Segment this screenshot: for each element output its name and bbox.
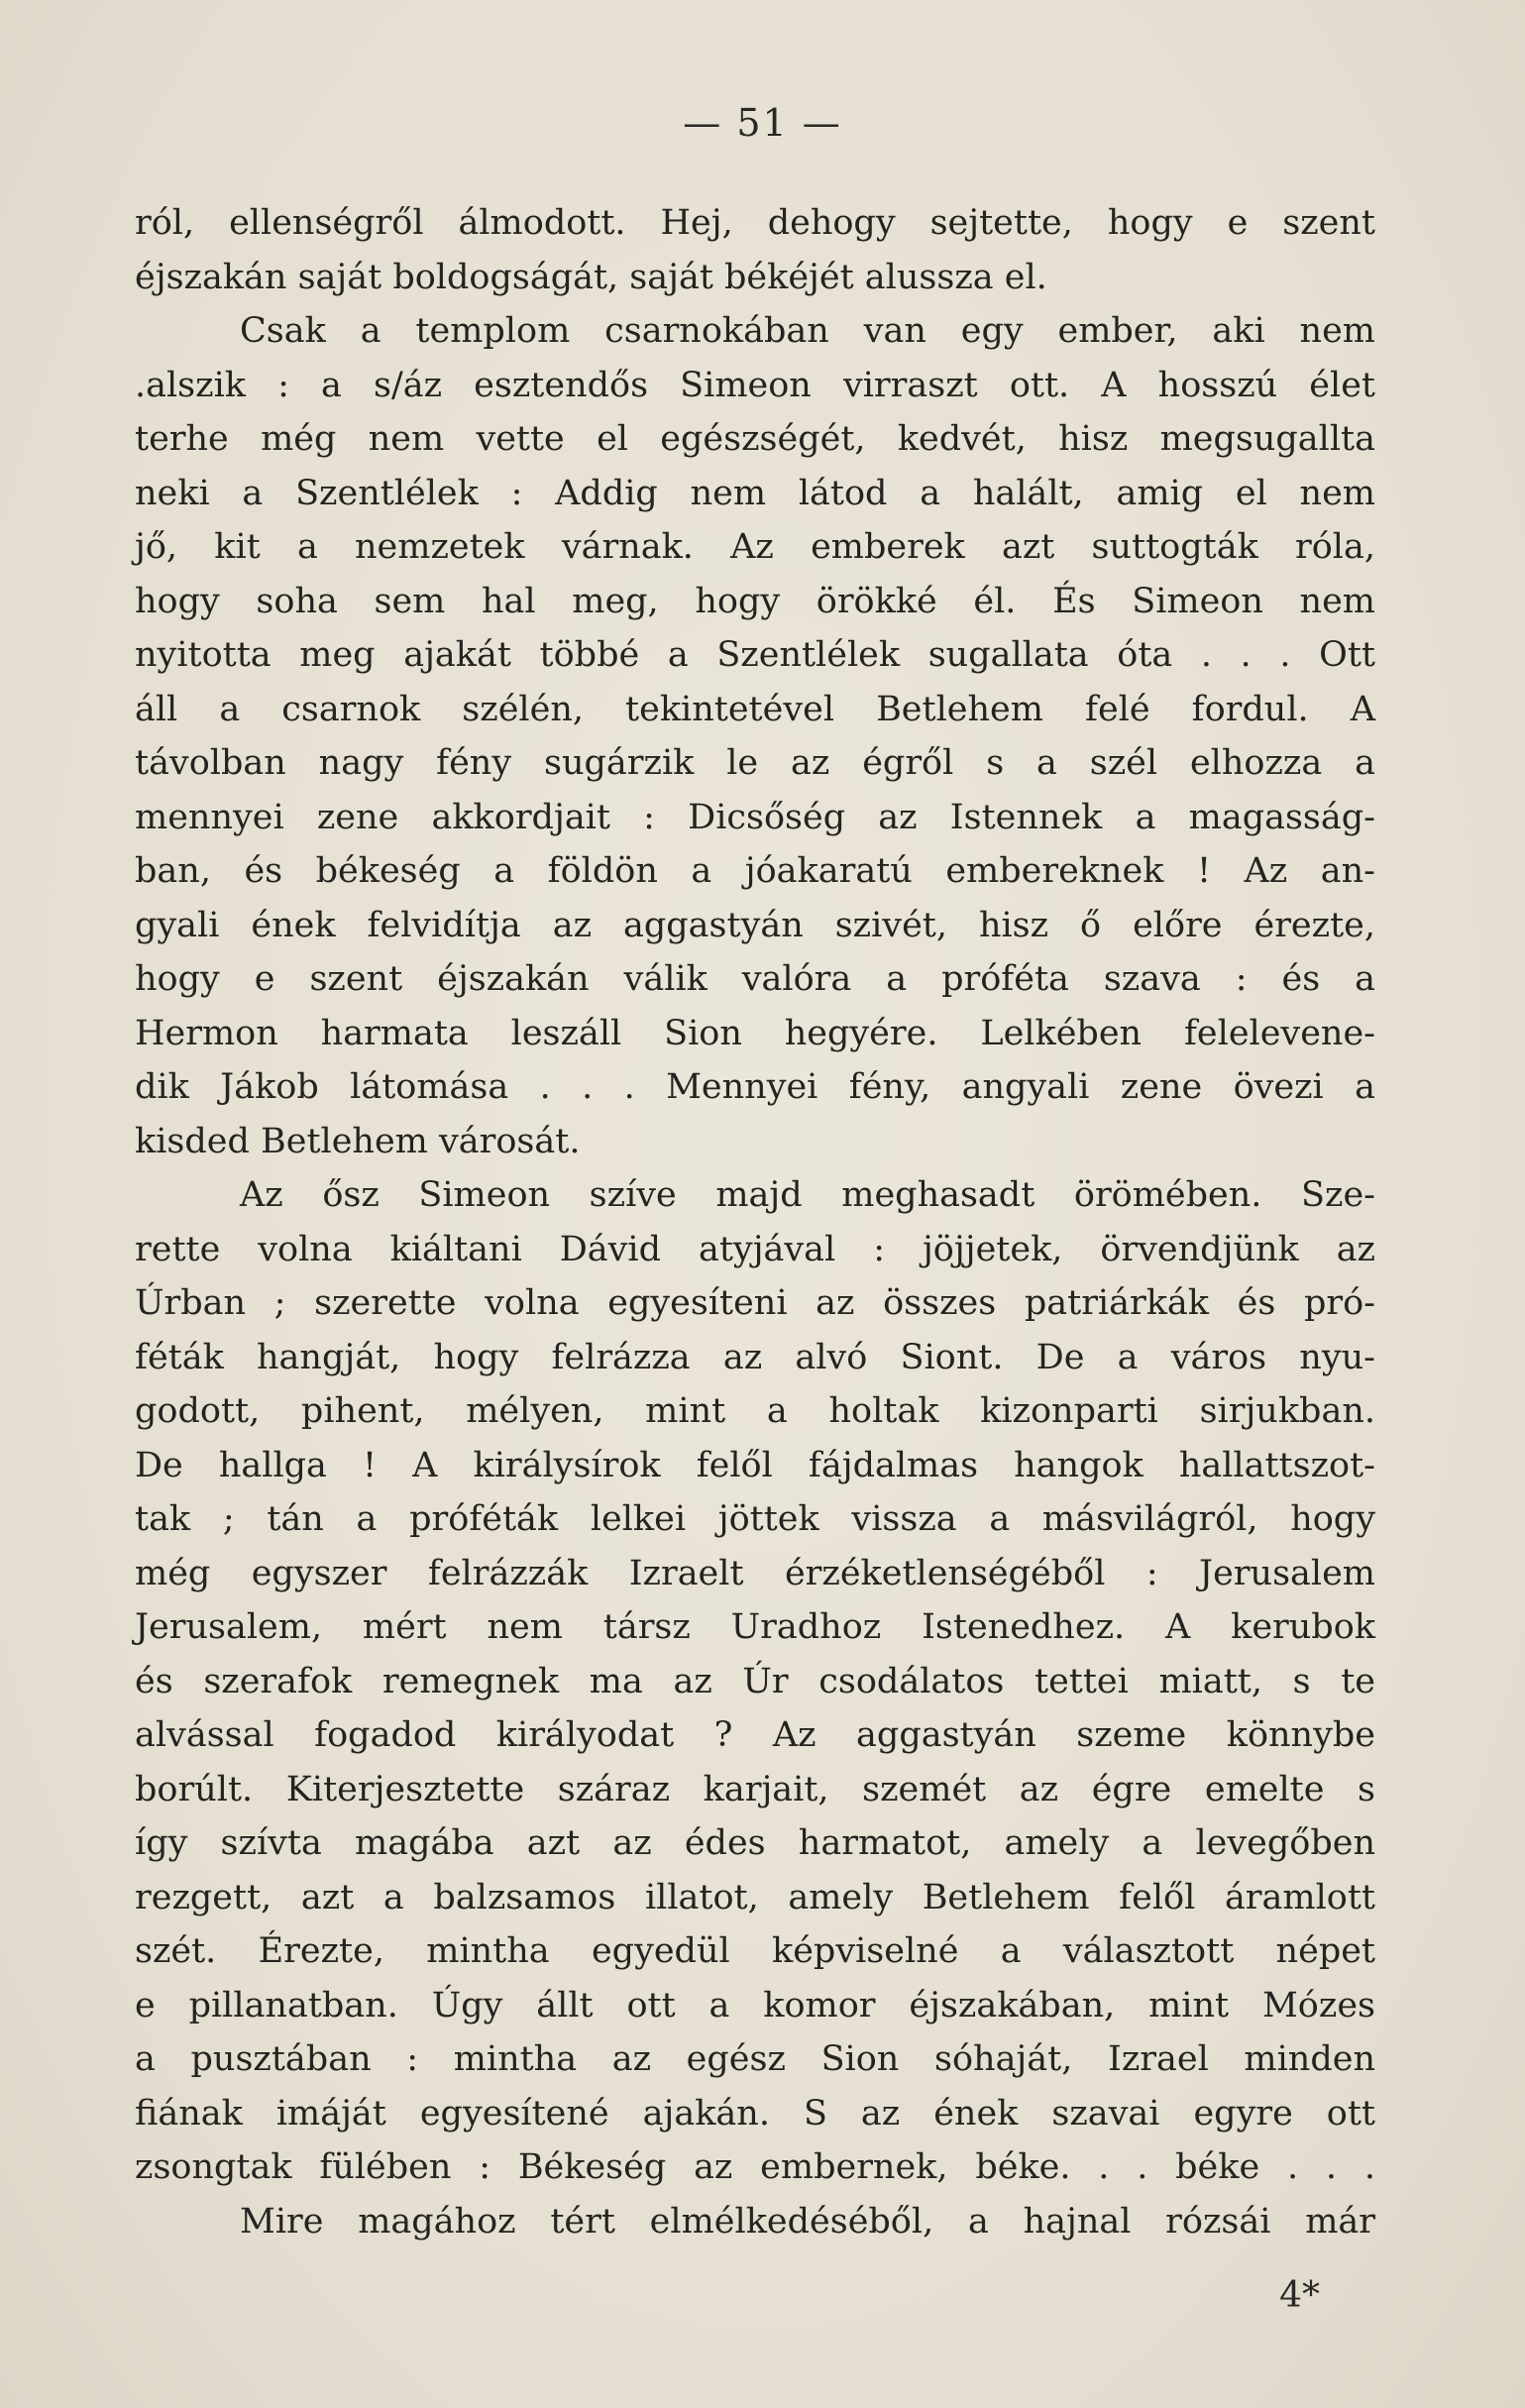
text-line: e pillanatban. Úgy állt ott a komor éjszakában, mint Mózes [135, 1985, 1375, 2025]
text-line: így szívta magába azt az édes harmatot, amely a levegőben [135, 1823, 1375, 1863]
body-text [135, 196, 1375, 2248]
text-line: nyitotta meg ajakát többé a Szentlélek sugallata óta . . . Ott [135, 635, 1375, 675]
text-line: szét. Érezte, mintha egyedül képviselné a választott népet [135, 1931, 1375, 1971]
text-line: neki a Szentlélek : Addig nem látod a halált, amig el nem [135, 473, 1375, 513]
text-line: zsongtak fülében : Békeség az embernek, béke. . . béke . . . [135, 2147, 1375, 2187]
text-line: féták hangját, hogy felrázza az alvó Siont. De a város nyu- [135, 1337, 1375, 1377]
text-line: jő, kit a nemzetek várnak. Az emberek azt suttogták róla, [135, 527, 1375, 567]
text-line: rette volna kiáltani Dávid atyjával : jöjjetek, örvendjünk az [135, 1229, 1375, 1269]
text-line: távolban nagy fény sugárzik le az égről s a szél elhozza a [135, 743, 1375, 783]
text-line: godott, pihent, mélyen, mint a holtak kizonparti sirjukban. [135, 1391, 1375, 1431]
text-line: De hallga ! A királysírok felől fájdalmas hangok hallattszot- [135, 1445, 1375, 1485]
text-line: tak ; tán a próféták lelkei jöttek vissza a másvilágról, hogy [135, 1499, 1375, 1539]
text-line: hogy e szent éjszakán válik valóra a próféta szava : és a [135, 959, 1375, 999]
text-line: Mire magához tért elmélkedéséből, a hajnal rózsái már [240, 2201, 1375, 2242]
signature-mark: 4* [1279, 2275, 1320, 2316]
text-line: .alszik : a s/áz esztendős Simeon virraszt ott. A hosszú élet [135, 365, 1375, 405]
text-line: rezgett, azt a balzsamos illatot, amely Betlehem felől áramlott [135, 1877, 1375, 1917]
text-line: Jerusalem, mért nem társz Uradhoz Istenedhez. A kerubok [135, 1607, 1375, 1647]
text-line: fiának imáját egyesítené ajakán. S az ének szavai egyre ott [135, 2093, 1375, 2134]
text-line: kisded Betlehem városát. [135, 1121, 581, 1161]
text-line: Úrban ; szerette volna egyesíteni az összes patriárkák és pró- [135, 1283, 1375, 1323]
text-line: terhe még nem vette el egészségét, kedvét, hisz megsugallta [135, 419, 1375, 459]
text-line: gyali ének felvidítja az aggastyán szivét, hisz ő előre érezte, [135, 905, 1375, 945]
text-line: ról, ellenségről álmodott. Hej, dehogy sejtette, hogy e szent [135, 203, 1375, 243]
text-line: dik Jákob látomása . . . Mennyei fény, angyali zene övezi a [135, 1067, 1375, 1107]
text-line: a pusztában : mintha az egész Sion sóhaját, Izrael minden [135, 2039, 1375, 2079]
text-line: és szerafok remegnek ma az Úr csodálatos tettei miatt, s te [135, 1661, 1375, 1701]
text-line: mennyei zene akkordjait : Dicsőség az Istennek a magasság- [135, 797, 1375, 837]
text-line: Az ősz Simeon szíve majd meghasadt örömében. Sze- [240, 1175, 1375, 1215]
text-line: alvással fogadod királyodat ? Az aggastyán szeme könnybe [135, 1715, 1375, 1755]
text-line: éjszakán saját boldogságát, saját békéjét alussza el. [135, 257, 1047, 297]
text-line: még egyszer felrázzák Izraelt érzéketlenségéből : Jerusalem [135, 1553, 1375, 1593]
text-line: hogy soha sem hal meg, hogy örökké él. És Simeon nem [135, 581, 1375, 621]
text-line: áll a csarnok szélén, tekintetével Betlehem felé fordul. A [135, 689, 1375, 729]
text-line: Csak a templom csarnokában van egy ember, aki nem [240, 311, 1375, 351]
text-line: ban, és békeség a földön a jóakaratú embereknek ! Az an- [135, 851, 1375, 891]
text-line: borúlt. Kiterjesztette száraz karjait, szemét az égre emelte s [135, 1769, 1375, 1809]
page-number: — 51 — [683, 101, 842, 145]
text-line: Hermon harmata leszáll Sion hegyére. Lelkében felelevene- [135, 1013, 1375, 1053]
